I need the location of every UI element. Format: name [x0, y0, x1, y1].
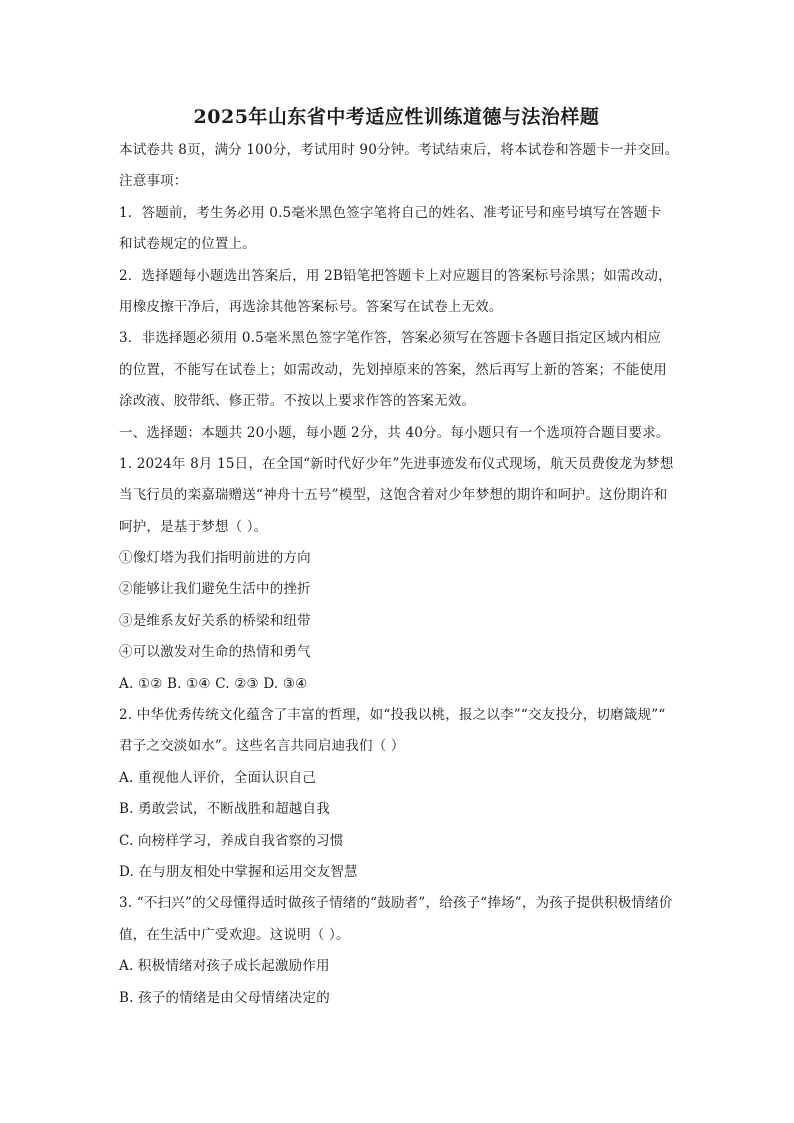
- option-b: B. 孩子的情绪是由父母情绪决定的: [119, 989, 330, 1006]
- notice-line: 2．选择题每小题选出答案后，用 2B铅笔把答题卡上对应题目的答案标号涂黑；如需改动，: [119, 267, 672, 284]
- question-2: [119, 700, 714, 888]
- statement-item: ③是维系友好关系的桥梁和纽带: [119, 612, 311, 629]
- exam-intro: 本试卷共 8页，满分 100分，考试用时 90分钟。考试结束后，将本试卷和答题卡一并交回。: [119, 142, 679, 158]
- option-a: A. 积极情绪对孩子成长起激励作用: [119, 958, 330, 975]
- notice-line: 用橡皮擦干净后，再选涂其他答案标号。答案写在试卷上无效。: [119, 298, 503, 315]
- question-1: [119, 449, 714, 700]
- page-title: 2025年山东省中考适应性训练道德与法治样题: [193, 106, 600, 128]
- section-heading: 一、选择题：本题共 20小题，每小题 2分，共 40分。每小题只有一个选项符合题目要求。: [119, 424, 670, 441]
- option-c: C. 向榜样学习，养成自我省察的习惯: [119, 832, 344, 849]
- notice-line: 涂改液、胶带纸、修正带。不按以上要求作答的答案无效。: [119, 393, 476, 410]
- notice-line: 和试卷规定的位置上。: [119, 236, 256, 253]
- statement-item: ②能够让我们避免生活中的挫折: [119, 581, 311, 598]
- option-b: B. 勇敢尝试，不断战胜和超越自我: [119, 801, 330, 818]
- notice-line: 3．非选择题必须用 0.5毫米黑色签字笔作答，答案必须写在答题卡各题目指定区域内相应: [119, 330, 662, 347]
- question-stem-line: 1. 2024年 8月 15日，在全国“新时代好少年”先进事迹发布仪式现场，航天员费俊龙为梦想: [119, 455, 674, 472]
- statement-item: ④可以激发对生命的热情和勇气: [119, 644, 311, 661]
- question-stem-line: 2. 中华优秀传统文化蕴含了丰富的哲理，如“投我以桃，报之以李”“交友投分，切磨箴规”“: [119, 707, 666, 724]
- question-stem-line: 3. “不扫兴”的父母懂得适时做孩子情绪的“鼓励者”，给孩子“捧场”，为孩子提供积极情绪价: [119, 895, 673, 912]
- question-stem-line: 君子之交淡如水”。这些名言共同启迪我们（ ）: [119, 738, 405, 755]
- statement-item: ①像灯塔为我们指明前进的方向: [119, 550, 311, 567]
- answer-choices: A. ①② B. ①④ C. ②③ D. ③④: [119, 675, 308, 692]
- notice-line: 1．答题前，考生务必用 0.5毫米黑色签字笔将自己的姓名、准考证号和座号填写在答题卡: [119, 204, 662, 221]
- question-3: [119, 888, 714, 1014]
- notice-line: 的位置，不能写在试卷上；如需改动，先划掉原来的答案，然后再写上新的答案；不能使用: [119, 361, 667, 378]
- option-d: D. 在与朋友相处中掌握和运用交友智慧: [119, 863, 358, 880]
- option-a: A. 重视他人评价，全面认识自己: [119, 769, 317, 786]
- question-stem-line: 值，在生活中广受欢迎。这说明（ ）。: [119, 926, 350, 943]
- question-stem-line: 当飞行员的栾嘉瑞赠送“神舟十五号”模型，这饱含着对少年梦想的期许和呵护。这份期许和: [119, 487, 668, 504]
- question-stem-line: 呵护，是基于梦想（ ）。: [119, 518, 268, 535]
- notice-list: [119, 198, 714, 418]
- notice-heading: 注意事项：: [119, 173, 188, 190]
